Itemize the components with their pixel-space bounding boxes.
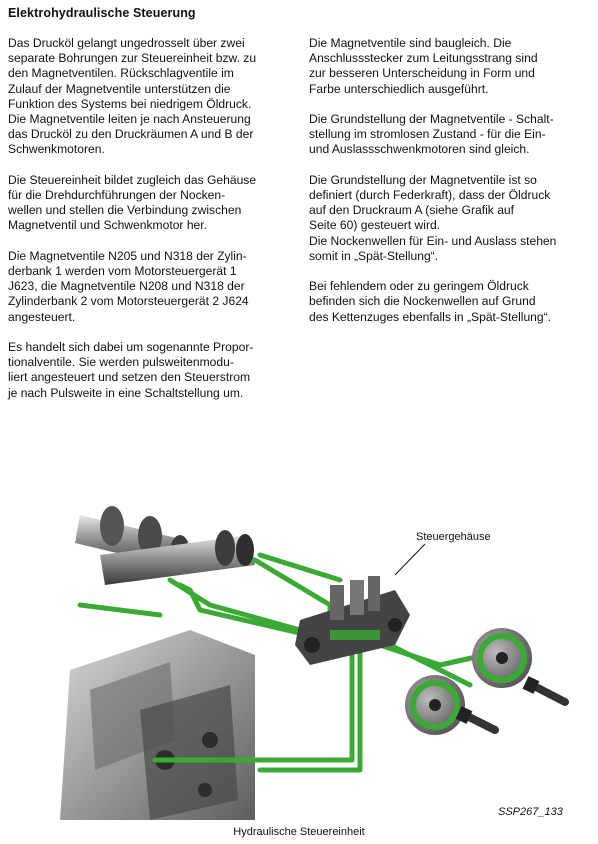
paragraph: Die Steuereinheit bildet zugleich das Gehäuse für die Drehdurchführungen der Nocken- wellen und stellen die Verbindung zwischen Magnetventil und Schwenkmotor her. (8, 172, 257, 233)
gear-right (472, 628, 532, 688)
paragraph: Es handelt sich dabei um sogenannte Propor- tionalventile. Sie werden pulsweitenmodu- liert angesteuert und setzen den Steuerstrom je nach Pulsweite in eine Schaltstellung um. (8, 340, 254, 400)
figure-caption: Hydraulische Steuereinheit (233, 826, 365, 838)
callout-line (395, 544, 425, 575)
page-title: Elektrohydraulische Steuerung (8, 6, 196, 20)
paragraph: Die Magnetventile sind baugleich. Die Anschlussstecker zum Leitungsstrang sind zur besseren Unterscheidung in Form und Farbe unterschiedlich ausgeführt. (309, 36, 538, 96)
right-text-column (309, 36, 593, 340)
illustration-svg (0, 440, 598, 820)
left-text-column (8, 36, 292, 416)
figure-reference: SSP267_133 (498, 806, 563, 818)
paragraph: Die Magnetventile N205 und N318 der Zylin- derbank 1 werden vom Motorsteuergerät 1 J623, die Magnetventile N208 und N318 der Zylinderbank 2 vom Motorsteuergerät 2 J624 angesteuert. (8, 248, 249, 324)
paragraph: Das Drucköl gelangt ungedrosselt über zwei separate Bohrungen zur Steuereinheit bzw. zu den Magnetventilen. Rückschlagventile im Zulauf der Magnetventile unterstützen die Funktion des Systems bei niedrigem Öldruck. Die Magnetventile leiten je nach Ansteuerung das Drucköl zu den Druckräumen A und B der Schwenkmotoren. (8, 36, 257, 157)
bolt-right (523, 676, 565, 702)
callout-label: Steuergehäuse (416, 531, 491, 543)
hydraulic-control-unit-illustration (0, 440, 598, 820)
paragraph: Die Grundstellung der Magnetventile - Schalt- stellung im stromlosen Zustand - für die Ein- und Auslassschwenkmotoren sind gleich. (309, 112, 554, 157)
gear-left (405, 675, 465, 735)
paragraph: Bei fehlendem oder zu geringem Öldruck befinden sich die Nockenwellen auf Grund des Kettenzuges ebenfalls in „Spät-Stellung“. (309, 279, 552, 324)
paragraph: Die Grundstellung der Magnetventile ist so definiert (durch Federkraft), dass der Öldruck auf den Druckraum A (siehe Grafik auf Seite 60) gesteuert wird. Die Nockenwellen für Ein- und Auslass stehen somit in „Spät-Stellung“. (309, 172, 557, 263)
engine-block (60, 630, 255, 820)
bolt-left (456, 706, 495, 730)
